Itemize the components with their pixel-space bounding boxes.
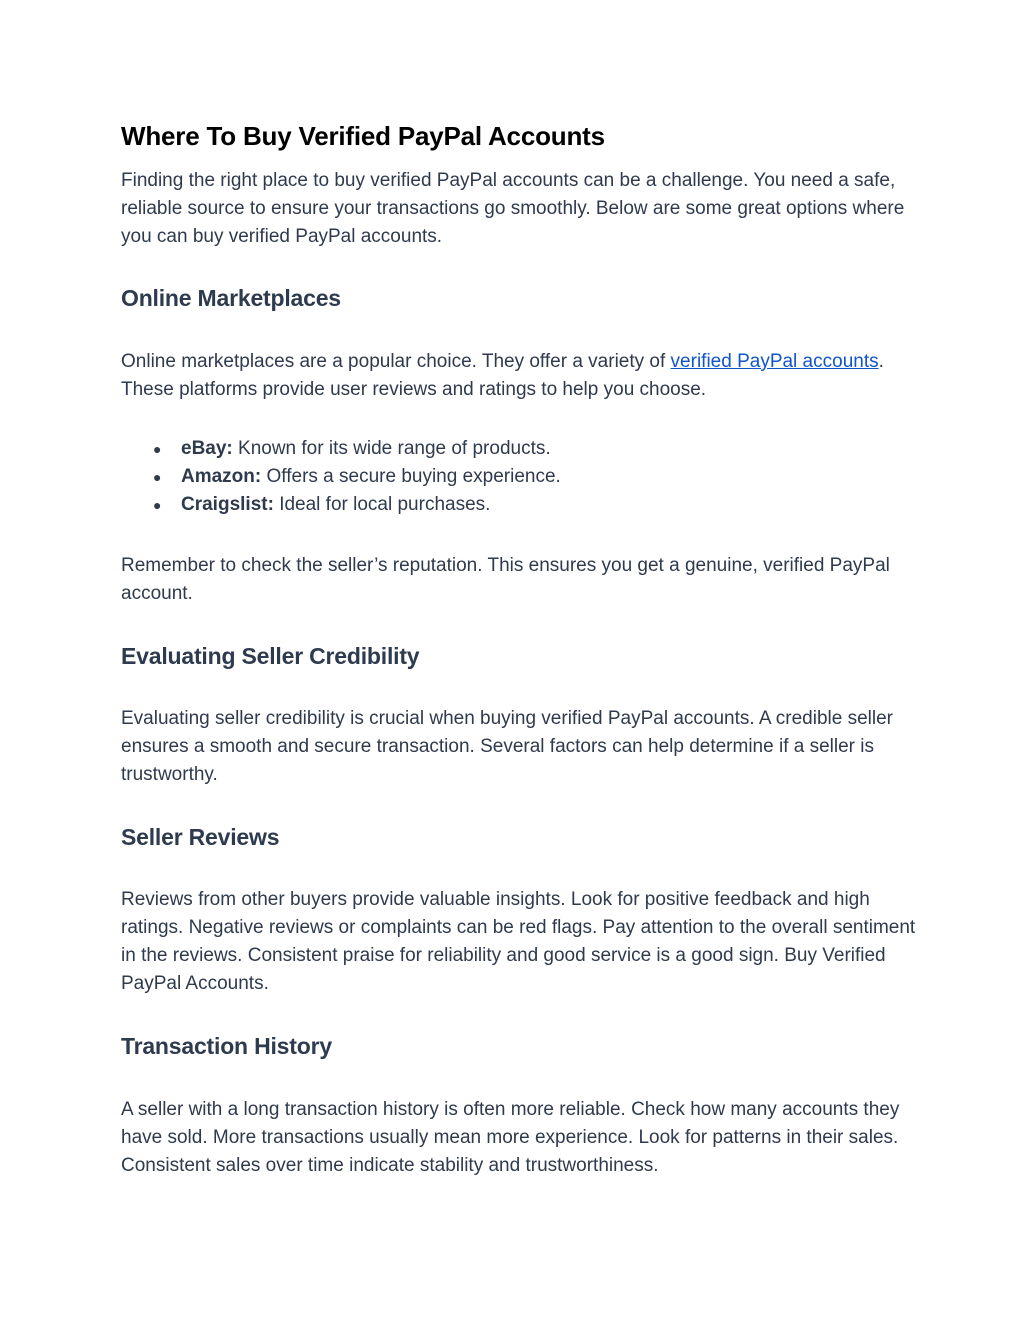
intro-paragraph: Finding the right place to buy verified PayPal accounts can be a challenge. You need a safe, reliable source to ensure your transactions go smoothly. Below are some great options where you can buy verified PayPal accounts. <box>121 170 905 247</box>
heading-evaluating-seller-credibility: Evaluating Seller Credibility <box>121 643 420 669</box>
bullet-icon: ● <box>153 441 162 457</box>
marketplaces-text-after-link: . These platforms provide user reviews and ratings to help you choose. <box>121 351 884 400</box>
list-item-text: Offers a secure buying experience. <box>261 466 561 487</box>
marketplace-list <box>121 435 921 519</box>
bullet-icon: ● <box>153 469 162 485</box>
heading-online-marketplaces: Online Marketplaces <box>121 285 341 311</box>
list-item-text: Ideal for local purchases. <box>273 494 491 515</box>
heading-seller-reviews: Seller Reviews <box>121 824 280 850</box>
list-item-ebay <box>121 435 921 463</box>
reviews-paragraph: Reviews from other buyers provide valuable insights. Look for positive feedback and high ratings. Negative reviews or complaints can be red flags. Pay attention to the overall sentiment in the reviews. Consistent praise for reliability and good service is a good sign. Buy Verified PayPal Accounts. <box>121 889 916 994</box>
marketplaces-closing-paragraph: Remember to check the seller’s reputation. This ensures you get a genuine, verified PayPal account. <box>121 555 890 604</box>
list-item-text: Known for its wide range of products. <box>232 438 551 459</box>
list-item-term: Craigslist: <box>181 494 274 515</box>
list-item-craigslist <box>121 491 921 519</box>
heading-transaction-history: Transaction History <box>121 1033 332 1059</box>
marketplaces-text-before-link: Online marketplaces are a popular choice. They offer a variety of <box>121 351 671 372</box>
list-item-term: Amazon: <box>181 466 262 487</box>
credibility-paragraph: Evaluating seller credibility is crucial when buying verified PayPal accounts. A credible seller ensures a smooth and secure transaction. Several factors can help determine if a seller is trustworthy. <box>121 708 893 785</box>
list-item-term: eBay: <box>181 438 233 459</box>
list-item-amazon <box>121 463 921 491</box>
history-paragraph: A seller with a long transaction history is often more reliable. Check how many accounts they have sold. More transactions usually mean more experience. Look for patterns in their sales. Consistent sales over time indicate stability and trustworthiness. <box>121 1099 900 1176</box>
verified-paypal-accounts-link[interactable]: verified PayPal accounts <box>670 351 879 372</box>
bullet-icon: ● <box>153 497 162 513</box>
page-title: Where To Buy Verified PayPal Accounts <box>121 121 605 151</box>
marketplaces-paragraph <box>121 348 921 404</box>
